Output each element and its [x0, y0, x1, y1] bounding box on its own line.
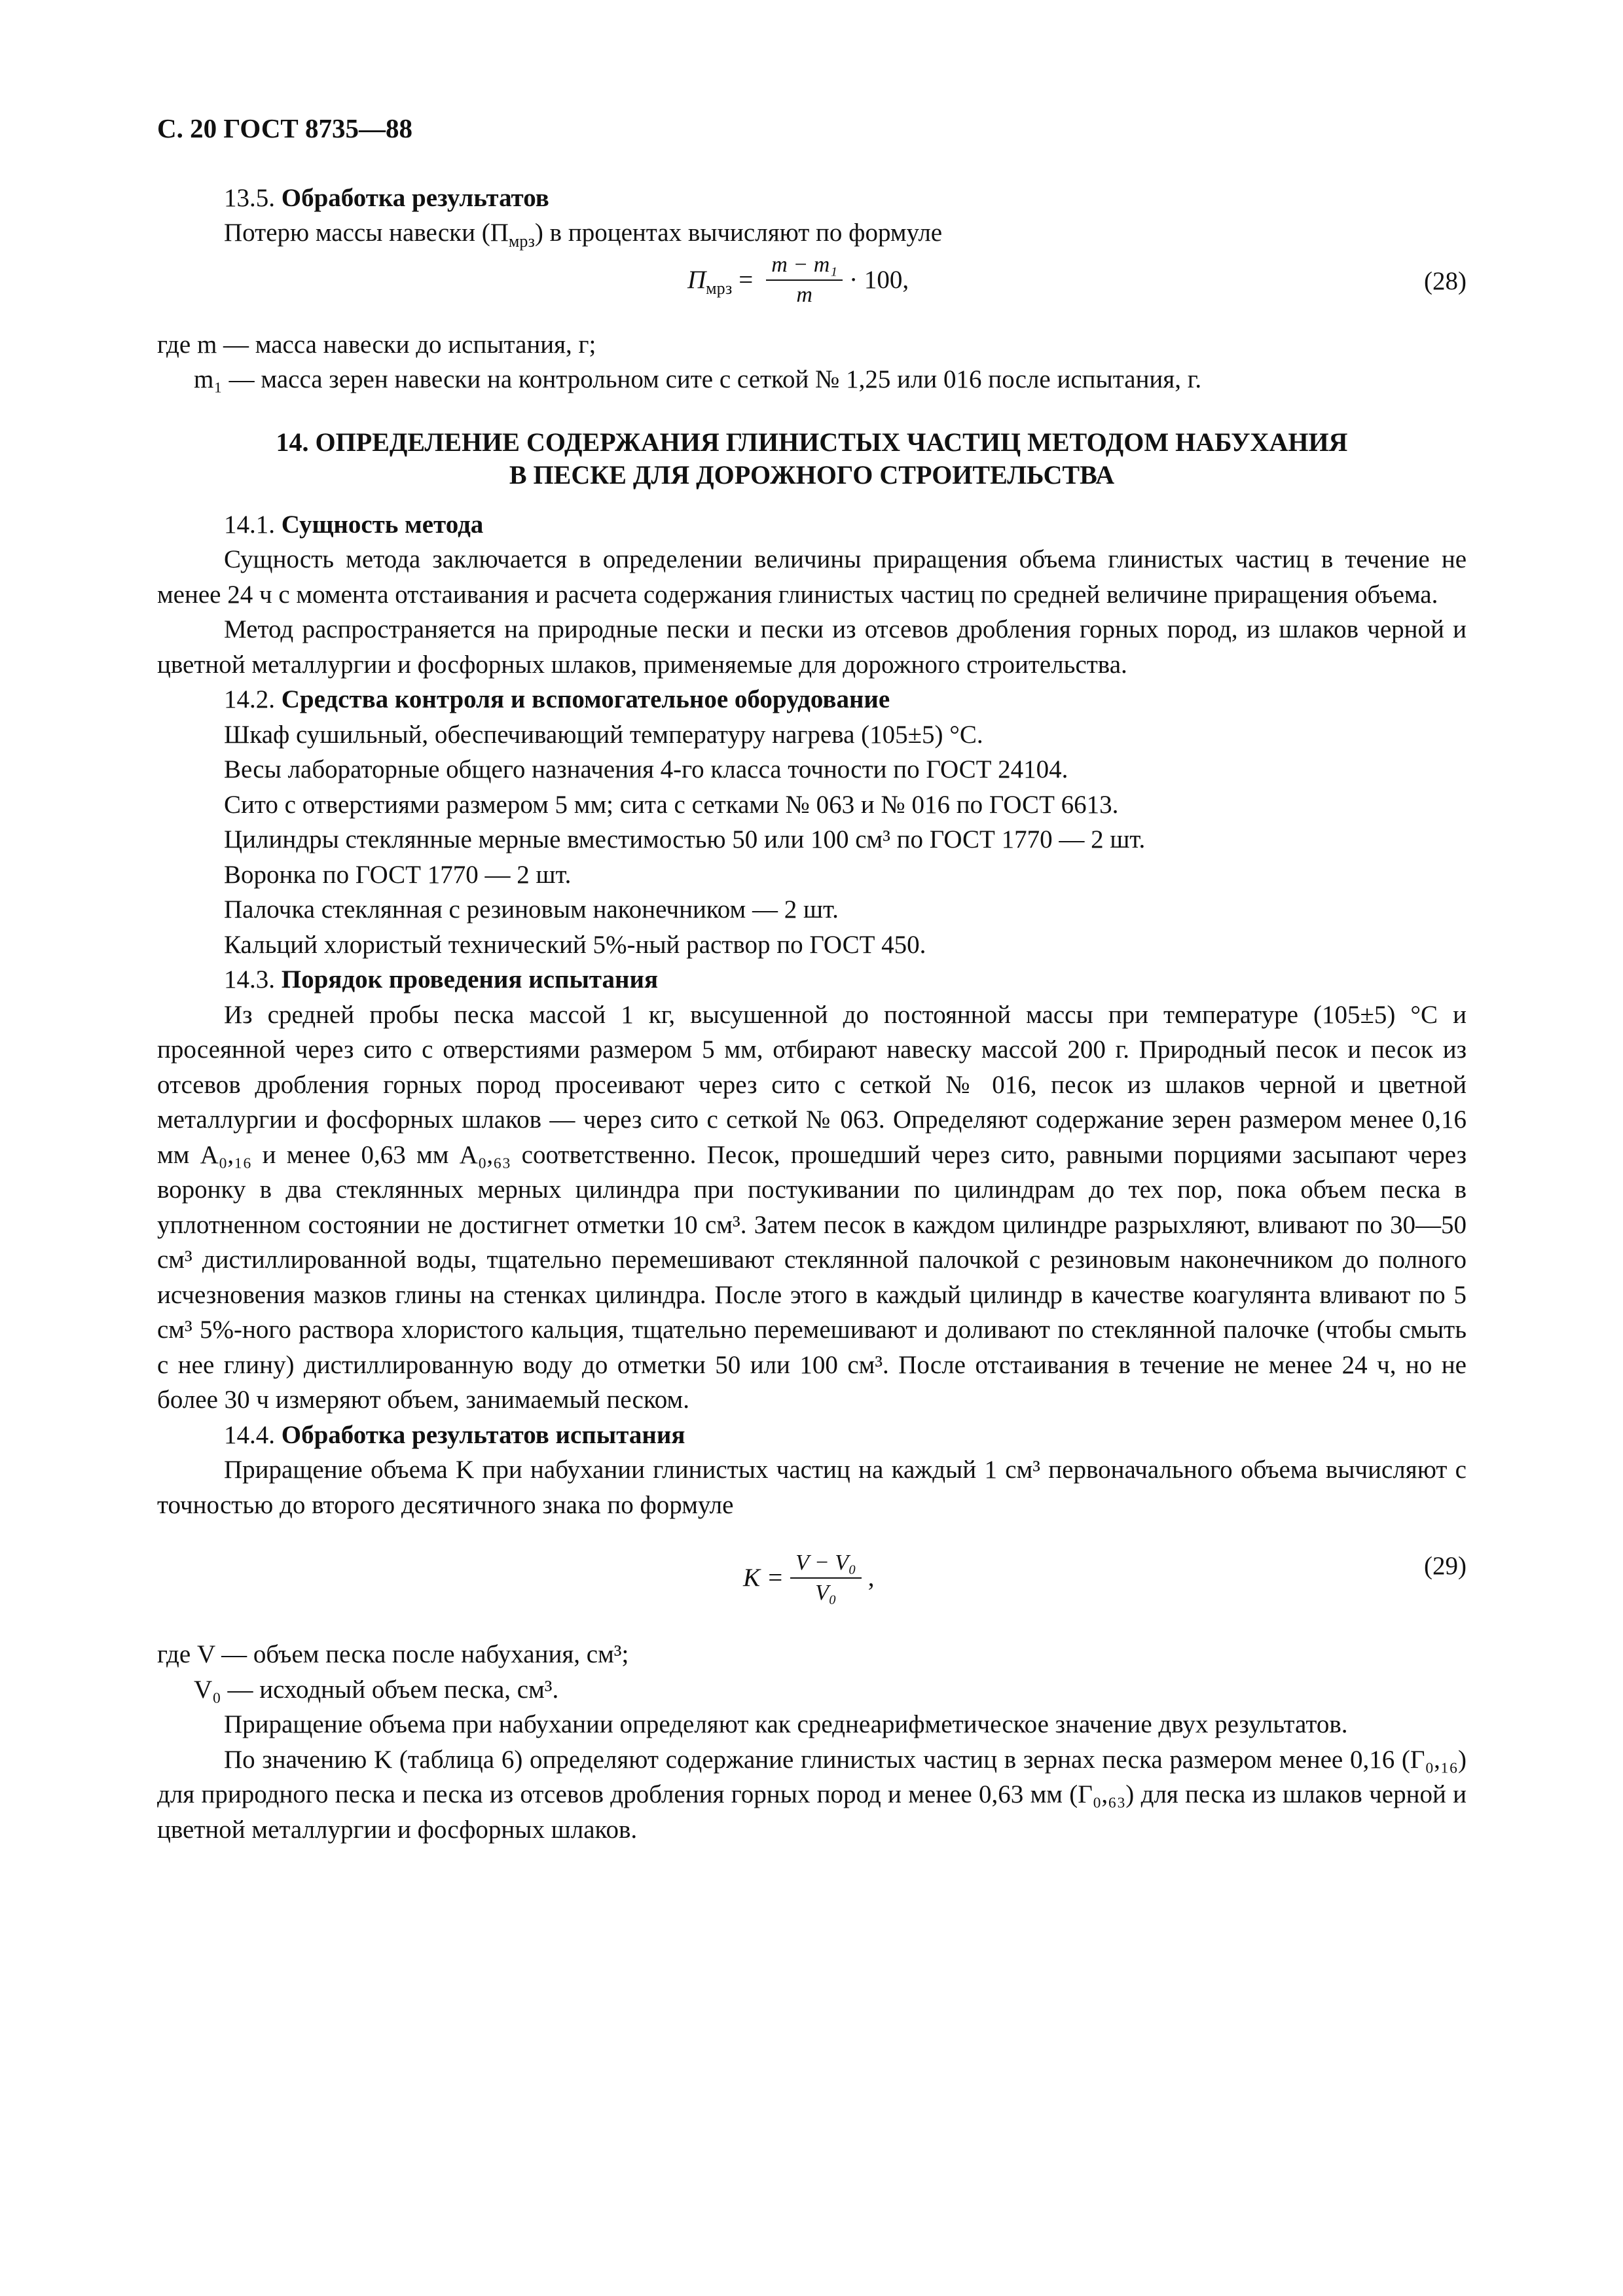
section-13-5-intro: Потерю массы навески $(П_{мрз})$ в процентах вычисляют по формуле: [224, 219, 943, 251]
equipment-item: Шкаф сушильный, обеспечивающий температуру нагрева (105±5) °С.: [224, 720, 983, 749]
formula-lhs: K =: [743, 1564, 784, 1592]
page-header: С. 20 ГОСТ 8735—88: [157, 113, 413, 143]
equipment-item: Воронка по ГОСТ 1770 — 2 шт.: [224, 860, 572, 889]
formula-28: $П_{мрз}$ = $\frac{\text{m − m₁}}{m}$ · 100, (28): [157, 251, 1467, 327]
where-m: где m — масса навески до испытания, г;: [157, 330, 596, 359]
paragraph: Из средней пробы песка массой 1 кг, высушенной до постоянной массы при температуре (105±5) °С и просеянной через сито с отверстиями размером 5 мм, отбирают навеску массой 200 г. Природный песок и песок из отсевов дробления горных пород просеивают через сито с сеткой № 016, песок из шлаков черной и цветной металлургии и фосфорных шлаков — через сито с сеткой № 063. Определяют содержание зерен размером менее 0,16 мм A₀,₁₆ и менее 0,63 мм A₀,₆₃ соответственно. Песок, прошедший через сито, равными порциями засыпают через воронку в два стеклянных мерных цилиндра при постукивании по цилиндрам до тех пор, пока объем песка в уплотненном состоянии не достигнет отметки 10 см³. Затем песок в каждом цилиндре разрыхляют, вливают по 30—50 см³ дистиллированной воды, тщательно перемешивают стеклянной палочкой с резиновым наконечником до полного исчезновения мазков глины на стенках цилиндра. После этого в каждый цилиндр в качестве коагулянта вливают по 5 см³ 5%-ного раствора хлористого кальция, тщательно перемешивают и доливают по стеклянной палочке (чтобы смыть с нее глину) дистиллированную воду до отметки 50 или 100 см³. После отстаивания в течение не менее 24 ч, но не более 30 ч измеряют объем, занимаемый песком.: [157, 1000, 1467, 1414]
equipment-item: Весы лабораторные общего назначения 4-го класса точности по ГОСТ 24104.: [224, 755, 1068, 783]
section-14-2-heading: 14.2. Средства контроля и вспомогательное оборудование: [224, 685, 890, 713]
where-v: где V — объем песка после набухания, см³;: [157, 1640, 629, 1668]
paragraph: Метод распространяется на природные пески и пески из отсевов дробления горных пород, из шлаков черной и цветной металлургии и фосфорных шлаков, применяемые для дорожного строительства.: [157, 615, 1467, 679]
fraction: $\frac{\text{m − m₁}}{m}$: [766, 251, 843, 310]
formula-lhs: $П_{мрз}$: [687, 265, 733, 298]
section-14-title: 14. ОПРЕДЕЛЕНИЕ СОДЕРЖАНИЯ ГЛИНИСТЫХ ЧАСТИЦ МЕТОДОМ НАБУХАНИЯ В ПЕСКЕ ДЛЯ ДОРОЖНОГО СТРОИТЕЛЬСТВА: [276, 427, 1348, 490]
equation-number: (29): [1424, 1552, 1467, 1580]
paragraph: Приращение объема при набухании определяют как среднеарифметическое значение двух результатов.: [224, 1710, 1348, 1738]
paragraph: Сущность метода заключается в определении величины приращения объема глинистых частиц в течение не менее 24 ч с момента отстаивания и расчета содержания глинистых частиц по средней величине приращения объема.: [157, 545, 1467, 609]
section-14-1-heading: 14.1. Сущность метода: [224, 510, 484, 539]
document-page: [157, 111, 1467, 1847]
equation-number: (28): [1424, 266, 1467, 295]
paragraph: По значению K (таблица 6) определяют содержание глинистых частиц в зернах песка размером менее 0,16 (Г₀,₁₆) для природного песка и песка из отсевов дробления горных пород и менее 0,63 мм (Г₀,₆₃) для песка из шлаков черной и цветной металлургии и фосфорных шлаков.: [157, 1745, 1467, 1844]
section-number: 13.5.: [224, 183, 275, 212]
section-14-4-heading: 14.4. Обработка результатов испытания: [224, 1420, 685, 1449]
section-13-5-heading: [157, 181, 1467, 216]
equipment-item: Сито с отверстиями размером 5 мм; сита с сетками № 063 и № 016 по ГОСТ 6613.: [224, 790, 1119, 819]
where-m1: m₁ — масса зерен навески на контрольном сите с сеткой № 1,25 или 016 после испытания, г.: [194, 365, 1202, 393]
section-14-3-heading: 14.3. Порядок проведения испытания: [224, 965, 659, 994]
fraction: $\frac{\text{V − V₀}}{\text{V₀}}$: [790, 1549, 862, 1607]
equipment-item: Палочка стеклянная с резиновым наконечником — 2 шт.: [224, 895, 839, 924]
formula-29: K = $\frac{\text{V − V₀}}{\text{V₀}}$ , (29): [157, 1522, 1467, 1637]
section-title: Обработка результатов: [281, 183, 549, 212]
equipment-item: Цилиндры стеклянные мерные вместимостью 50 или 100 см³ по ГОСТ 1770 — 2 шт.: [224, 825, 1146, 853]
paragraph: Приращение объема K при набухании глинистых частиц на каждый 1 см³ первоначального объема вычисляют с точностью до второго десятичного знака по формуле: [157, 1456, 1467, 1519]
equipment-item: Кальций хлористый технический 5%-ный раствор по ГОСТ 450.: [224, 930, 926, 959]
where-v0: V₀ — исходный объем песка, см³.: [194, 1675, 559, 1704]
